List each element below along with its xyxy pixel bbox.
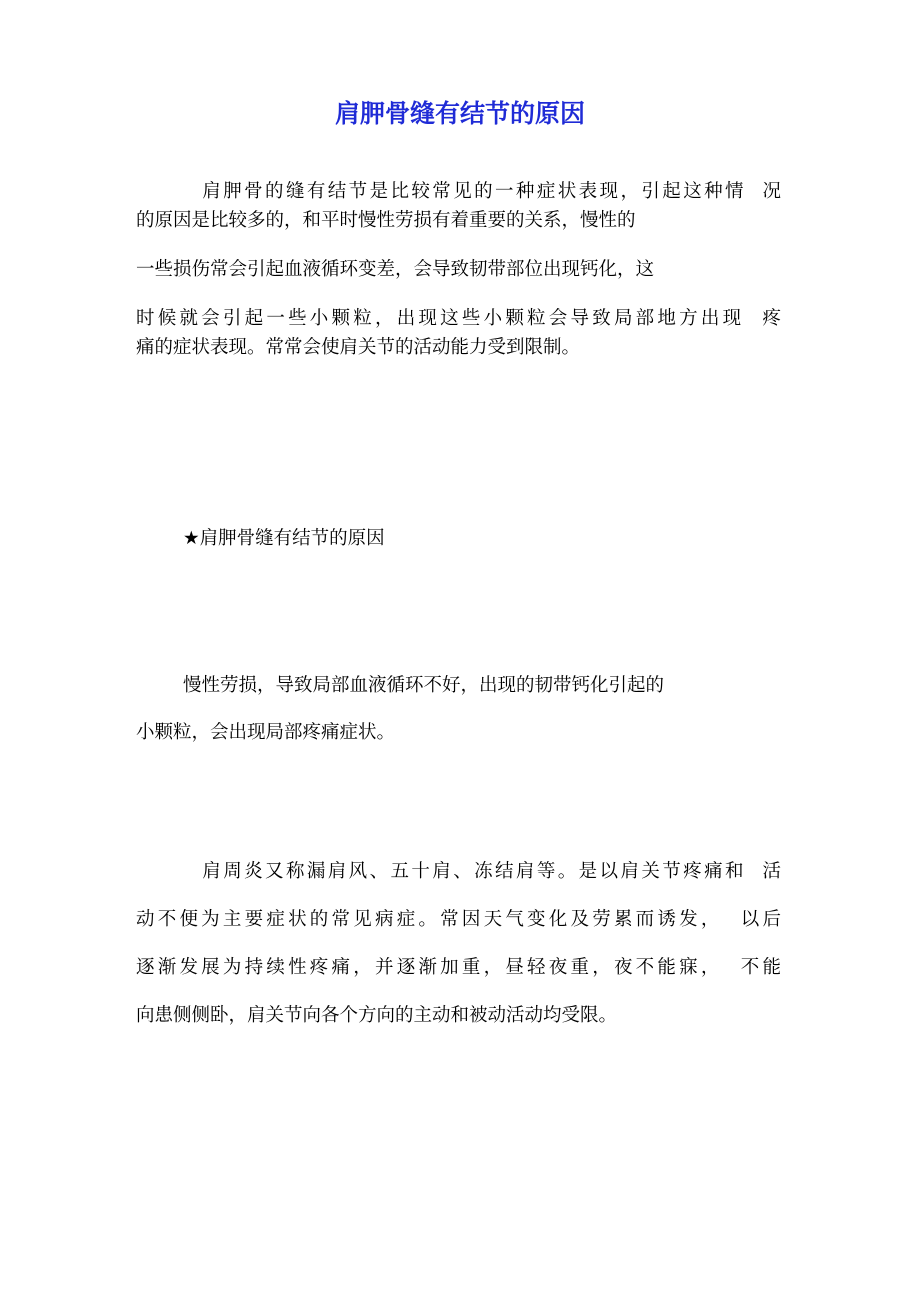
section-heading: ★肩胛骨缝有结节的原因 bbox=[136, 528, 385, 549]
intro-line-1: 肩胛骨的缝有结节是比较常见的一种症状表现，引起这种情 况 bbox=[136, 181, 781, 202]
periarthritis-line-4: 向患侧侧卧，肩关节向各个方向的主动和被动活动均受限。 bbox=[136, 1005, 618, 1026]
periarthritis-line-2: 动不便为主要症状的常见病症。常因天气变化及劳累而诱发， 以后 bbox=[136, 909, 781, 930]
intro-line-5: 痛的症状表现。常常会使肩关节的活动能力受到限制。 bbox=[136, 337, 581, 358]
periarthritis-line-1: 肩周炎又称漏肩风、五十肩、冻结肩等。是以肩关节疼痛和 活 bbox=[136, 861, 781, 882]
intro-line-3: 一些损伤常会引起血液循环变差，会导致韧带部位出现钙化，这 bbox=[136, 259, 655, 280]
document-title: 肩胛骨缝有结节的原因 bbox=[334, 99, 585, 128]
intro-line-2: 的原因是比较多的，和平时慢性劳损有着重要的关系，慢性的 bbox=[136, 210, 636, 231]
cause-line-2: 小颗粒，会出现局部疼痛症状。 bbox=[136, 722, 396, 743]
periarthritis-line-3: 逐渐发展为持续性疼痛，并逐渐加重，昼轻夜重，夜不能寐， 不能 bbox=[136, 957, 781, 978]
intro-line-4: 时候就会引起一些小颗粒，出现这些小颗粒会导致局部地方出现 疼 bbox=[136, 308, 781, 329]
cause-line-1: 慢性劳损，导致局部血液循环不好，出现的韧带钙化引起的 bbox=[136, 675, 665, 696]
